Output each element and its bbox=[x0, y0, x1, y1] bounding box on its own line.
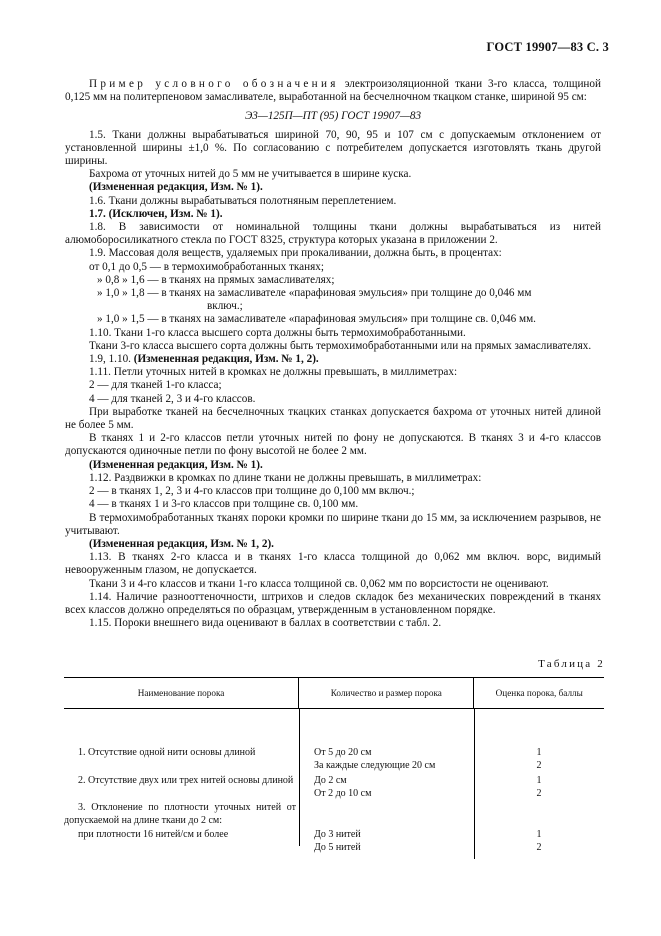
paragraph-1-7: 1.7. (Исключен, Изм. № 1). bbox=[89, 207, 223, 220]
paragraph-loops: В тканях 1 и 2-го классов петли уточных нитей по фону не допускаются. В тканях 3 и 4-го классов допускаются одиночные петли по фону высотой не более 2 мм. bbox=[65, 432, 601, 458]
paragraph-edge-defects: В термохимобработанных тканях пороки кромки по ширине ткани до 15 мм, за исключением разрывов, не учитывают. bbox=[65, 511, 601, 537]
amendment-ref: 1.9, 1.10. bbox=[89, 353, 131, 366]
table-header bbox=[64, 677, 604, 709]
table-cell-score: 2 bbox=[536, 788, 542, 799]
list-item: 4 — в тканях 1 и 3-го классов при толщине св. 0,100 мм. bbox=[89, 498, 359, 511]
defects-table bbox=[64, 677, 604, 859]
table-cell-score: 1 bbox=[536, 747, 542, 758]
paragraph-fringe: Бахрома от уточных нитей до 5 мм не учитывается в ширине куска. bbox=[89, 168, 412, 181]
list-item-continuation: включ.; bbox=[207, 300, 243, 313]
paragraph-1-13: 1.13. В тканях 2-го класса и в тканях 1-го класса толщиной до 0,062 мм включ. ворс, видимый невооруженным глазом, не допускается. bbox=[65, 551, 601, 577]
paragraph-1-11: 1.11. Петли уточных нитей в кромках не должны превышать, в миллиметрах: bbox=[89, 366, 458, 379]
paragraph-1-12: 1.12. Раздвижки в кромках по длине ткани не должны превышать, в миллиметрах: bbox=[89, 471, 482, 484]
table-cell-amount: До 2 см bbox=[314, 775, 347, 786]
table-cell-defect: 1. Отсутствие одной нити основы длиной bbox=[78, 747, 256, 758]
table-cell-amount: До 5 нитей bbox=[314, 842, 361, 853]
table-cell-score: 1 bbox=[536, 829, 542, 840]
paragraph-1-14: 1.14. Наличие разнооттеночности, штрихов и следов складок без механических повреждений в тканях всех классов должно определяться по образцам, утвержденным в установленном порядке. bbox=[65, 590, 601, 616]
list-item: от 0,1 до 0,5 — в термохимобработанных тканях; bbox=[89, 260, 324, 273]
paragraph-pile: Ткани 3 и 4-го классов и ткани 1-го класса толщиной св. 0,062 мм по ворсистости не оценивают. bbox=[89, 577, 549, 590]
list-item: » 0,8 » 1,6 — в тканях на прямых замасливателях; bbox=[97, 273, 335, 286]
column-divider bbox=[299, 709, 300, 846]
paragraph-grade3: Ткани 3-го класса высшего сорта должны быть термохимобработанными или на прямых замасливателях. bbox=[89, 339, 592, 352]
page-header: ГОСТ 19907—83 С. 3 bbox=[486, 40, 609, 54]
amendment-note bbox=[65, 353, 601, 366]
list-item: 4 — для тканей 2, 3 и 4-го классов. bbox=[89, 392, 256, 405]
table-cell-score: 1 bbox=[536, 775, 542, 786]
paragraph-1-6: 1.6. Ткани должны вырабатываться полотняным переплетением. bbox=[89, 194, 397, 207]
paragraph-1-5: 1.5. Ткани должны вырабатываться шириной 70, 90, 95 и 107 см с допускаемым отклонением от установленной ширины ±1,0 %. По согласованию с потребителем допускается изготовлять ткань другой ширины. bbox=[65, 128, 601, 168]
list-item: » 1,0 » 1,8 — в тканях на замасливателе «парафиновая эмульсия» при толщине до 0,046 мм bbox=[97, 287, 532, 300]
amendment-note: (Измененная редакция, Изм. № 1). bbox=[89, 458, 263, 471]
table-cell-score: 2 bbox=[536, 760, 542, 771]
column-header-defect: Наименование порока bbox=[64, 678, 299, 708]
intro-rest: электроизоляционной ткани 3-го класса, толщиной 0,125 мм на политерпеновом замасливателе, выработанной на бесчелночном ткацком станке, шириной 95 см: bbox=[65, 78, 602, 104]
table-body bbox=[64, 709, 604, 859]
table-caption: Таблица 2 bbox=[538, 658, 605, 670]
amendment-note: (Измененная редакция, Изм. № 1, 2). bbox=[89, 537, 274, 550]
column-header-score: Оценка порока, баллы bbox=[495, 687, 583, 698]
list-item: 2 — в тканях 1, 2, 3 и 4-го классов при толщине до 0,100 мм включ.; bbox=[89, 485, 415, 498]
table-cell-defect: при плотности 16 нитей/см и более bbox=[78, 829, 229, 840]
amendment-note: (Измененная редакция, Изм. № 1). bbox=[89, 181, 263, 194]
list-item: » 1,0 » 1,5 — в тканях на замасливателе «парафиновая эмульсия» при толщине св. 0,046 мм. bbox=[97, 313, 536, 326]
table-cell-defect: 2. Отсутствие двух или трех нитей основы длиной bbox=[78, 775, 294, 786]
table-cell-score: 2 bbox=[536, 842, 542, 853]
table-cell-amount: От 5 до 20 см bbox=[314, 747, 372, 758]
document-body bbox=[65, 78, 601, 630]
table-cell-amount: От 2 до 10 см bbox=[314, 788, 372, 799]
table-cell-defect: 3. Отклонение по плотности уточных нитей от допускаемой на длине ткани до 2 см: bbox=[64, 802, 296, 826]
amendment-label: (Измененная редакция, Изм. № 1, 2). bbox=[133, 353, 319, 366]
paragraph-1-15: 1.15. Пороки внешнего вида оценивают в баллах в соответствии с табл. 2. bbox=[89, 617, 442, 630]
list-item: 2 — для тканей 1-го класса; bbox=[89, 379, 222, 392]
intro-paragraph bbox=[65, 78, 601, 104]
paragraph-1-8: 1.8. В зависимости от номинальной толщины ткани должны вырабатываться из нитей алюмоборосиликатного стекла по ГОСТ 8325, структура которых указана в приложении 2. bbox=[65, 221, 601, 247]
paragraph-fringe-shuttleless: При выработке тканей на бесчелночных ткацких станках допускается бахрома от уточных нитей длиной не более 5 мм. bbox=[65, 405, 601, 432]
paragraph-1-10: 1.10. Ткани 1-го класса высшего сорта должны быть термохимобработанными. bbox=[89, 326, 466, 339]
designation-example: Э3—125П—ПТ (95) ГОСТ 19907—83 bbox=[244, 110, 422, 123]
table-cell-amount: За каждые следующие 20 см bbox=[314, 760, 436, 771]
column-header-amount: Количество и размер порока bbox=[299, 678, 474, 708]
table-cell-amount: До 3 нитей bbox=[314, 829, 361, 840]
intro-lead: Пример условного обозначения bbox=[89, 78, 339, 90]
paragraph-1-9: 1.9. Массовая доля веществ, удаляемых при прокаливании, должна быть, в процентах: bbox=[89, 247, 502, 260]
